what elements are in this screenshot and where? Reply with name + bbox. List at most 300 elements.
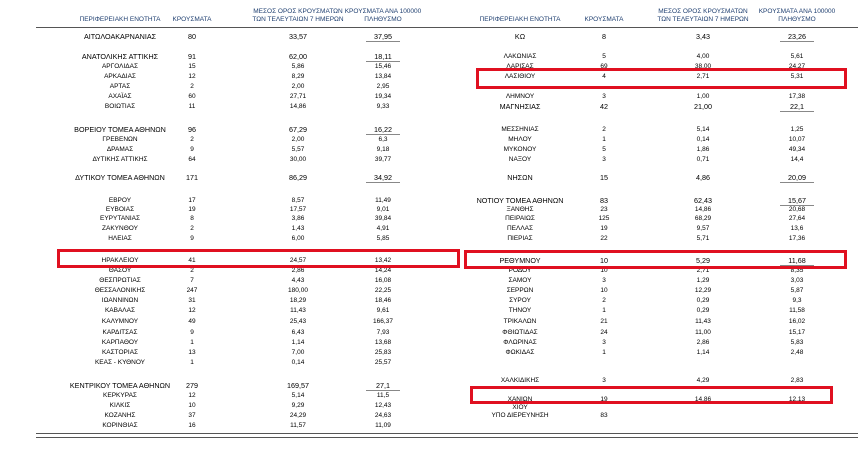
- cases-value: 13: [188, 349, 196, 356]
- highlight-box-chanion: [470, 386, 833, 404]
- region-name: ΚΕΑΣ - ΚΥΘΝΟΥ: [94, 359, 146, 366]
- rate-value: 11,09: [375, 422, 391, 429]
- left-header-region: ΠΕΡΙΦΕΡΕΙΑΚΗ ΕΝΟΤΗΤΑ: [79, 16, 161, 23]
- region-name: ΜΥΚΟΝΟΥ: [503, 146, 537, 153]
- table-row: [0, 286, 860, 295]
- rate-value: 14,24: [374, 267, 392, 274]
- rate-underline: [366, 182, 400, 183]
- region-name: ΝΟΤΙΟΥ ΤΟΜΕΑ ΑΘΗΝΩΝ: [476, 196, 564, 205]
- region-name: ΗΡΑΚΛΕΙΟΥ: [101, 257, 139, 264]
- avg-value: 1,86: [696, 146, 710, 153]
- left-header-avg-line2: ΤΩΝ ΤΕΛΕΥΤΑΙΩΝ 7 ΗΜΕΡΩΝ: [252, 16, 344, 23]
- avg-value: 38,00: [694, 63, 712, 70]
- rate-value: 16,02: [788, 318, 806, 325]
- region-name: ΚΩ: [514, 32, 526, 41]
- avg-value: 17,57: [289, 206, 307, 213]
- region-name: ΤΗΝΟΥ: [508, 307, 532, 314]
- avg-value: 0,29: [696, 307, 710, 314]
- cases-value: 171: [186, 173, 198, 182]
- region-name: ΚΑΒΑΛΑΣ: [104, 307, 136, 314]
- region-name: ΦΘΙΩΤΙΔΑΣ: [502, 329, 538, 336]
- cases-value: 41: [188, 257, 196, 264]
- avg-value: 24,57: [289, 257, 307, 264]
- avg-value: 2,71: [696, 73, 710, 80]
- avg-value: 0,71: [696, 156, 710, 163]
- cases-value: 83: [600, 196, 608, 205]
- avg-value: 5,57: [291, 146, 305, 153]
- cases-value: 9: [190, 235, 194, 242]
- region-name: ΘΕΣΣΑΛΟΝΙΚΗΣ: [94, 287, 146, 294]
- cases-value: 2: [190, 267, 194, 274]
- avg-value: 18,29: [289, 297, 307, 304]
- avg-value: 24,29: [289, 412, 307, 419]
- avg-value: 1,14: [696, 349, 710, 356]
- table-row: [0, 125, 860, 134]
- cases-value: 8: [602, 32, 606, 41]
- rate-value: 10,07: [788, 136, 806, 143]
- rate-underline: [780, 41, 814, 42]
- cases-value: 60: [188, 93, 196, 100]
- right-header-avg-line1: ΜΕΣΟΣ ΟΡΟΣ ΚΡΟΥΣΜΑΤΩΝ: [658, 8, 748, 15]
- highlight-box-lasithiou: [476, 68, 847, 89]
- highlight-box-irakleiou: [57, 249, 460, 268]
- region-name: ΖΑΚΥΝΘΟΥ: [102, 225, 138, 232]
- avg-value: 11,57: [290, 422, 306, 429]
- region-name: ΝΗΣΩΝ: [507, 173, 533, 182]
- rate-value: 19,34: [374, 93, 392, 100]
- cases-value: 10: [600, 256, 608, 265]
- cases-value: 1: [190, 359, 194, 366]
- region-name: ΠΕΙΡΑΙΩΣ: [505, 215, 535, 222]
- rate-underline: [780, 111, 814, 112]
- table-row: [0, 145, 860, 154]
- region-name: ΗΛΕΙΑΣ: [108, 235, 132, 242]
- avg-value: 2,86: [696, 339, 710, 346]
- avg-value: 5,71: [696, 235, 710, 242]
- footer-rule-2: [36, 437, 858, 438]
- region-name: ΙΩΑΝΝΙΝΩΝ: [101, 297, 139, 304]
- avg-value: 33,57: [289, 32, 307, 41]
- rate-value: 13,42: [374, 257, 392, 264]
- left-header-avg-line1: ΜΕΣΟΣ ΟΡΟΣ ΚΡΟΥΣΜΑΤΩΝ: [253, 8, 343, 15]
- region-name: ΚΙΛΚΙΣ: [109, 402, 131, 409]
- avg-value: 62,43: [694, 196, 712, 205]
- avg-value: 5,29: [696, 256, 710, 265]
- cases-value: 279: [186, 381, 198, 390]
- region-name: ΛΗΜΝΟΥ: [505, 93, 535, 100]
- left-header-rate-line2: ΠΛΗΘΥΣΜΟ: [364, 16, 402, 23]
- rate-value: 11,68: [788, 256, 806, 265]
- avg-value: 2,00: [291, 136, 305, 143]
- rate-value: 27,1: [376, 381, 390, 390]
- region-name: ΦΛΩΡΙΝΑΣ: [503, 339, 537, 346]
- rate-value: 5,87: [790, 287, 804, 294]
- cases-value: 37: [188, 412, 196, 419]
- region-name: ΔΥΤΙΚΟΥ ΤΟΜΕΑ ΑΘΗΝΩΝ: [75, 173, 165, 182]
- rate-value: 39,77: [374, 156, 392, 163]
- avg-value: 0,29: [696, 297, 710, 304]
- cases-value: 64: [188, 156, 196, 163]
- right-header-avg-line2: ΤΩΝ ΤΕΛΕΥΤΑΙΩΝ 7 ΗΜΕΡΩΝ: [657, 16, 749, 23]
- region-name: ΜΕΣΣΗΝΙΑΣ: [501, 126, 539, 133]
- region-name: ΧΑΝΙΩΝ: [507, 396, 533, 403]
- cases-value: 31: [188, 297, 196, 304]
- table-row: [0, 102, 860, 111]
- region-name: ΑΝΑΤΟΛΙΚΗΣ ΑΤΤΙΚΗΣ: [81, 52, 159, 61]
- rate-value: 22,25: [374, 287, 392, 294]
- cases-value: 83: [600, 412, 608, 419]
- cases-value: 19: [600, 396, 608, 403]
- region-name: ΡΕΘΥΜΝΟΥ: [499, 256, 541, 265]
- region-name: ΠΕΛΛΑΣ: [506, 225, 534, 232]
- cases-value: 2: [190, 83, 194, 90]
- cases-value: 49: [188, 318, 196, 325]
- avg-value: 7,00: [291, 349, 305, 356]
- rate-value: 8,35: [790, 267, 804, 274]
- region-name: ΝΑΞΟΥ: [508, 156, 532, 163]
- table-row: [0, 173, 860, 182]
- cases-value: 19: [600, 225, 608, 232]
- avg-value: 86,29: [289, 173, 307, 182]
- rate-value: 3,03: [790, 277, 804, 284]
- cases-value: 2: [190, 225, 194, 232]
- region-name: ΣΕΡΡΩΝ: [506, 287, 534, 294]
- cases-value: 16: [188, 422, 196, 429]
- cases-value: 22: [600, 235, 608, 242]
- table-row: [0, 92, 860, 101]
- rate-value: 7,93: [376, 329, 390, 336]
- rate-value: 24,27: [788, 63, 806, 70]
- region-name: ΡΟΔΟΥ: [508, 267, 532, 274]
- avg-value: 180,00: [288, 287, 308, 294]
- region-name: ΜΑΓΝΗΣΙΑΣ: [499, 102, 541, 111]
- cases-value: 42: [600, 102, 608, 111]
- left-header-avg: [248, 8, 348, 24]
- rate-value: 18,46: [374, 297, 392, 304]
- cases-value: 2: [602, 126, 606, 133]
- table-row: [0, 234, 860, 243]
- table-row: [0, 306, 860, 315]
- avg-value: 4,86: [696, 173, 710, 182]
- rate-value: 13,84: [374, 73, 392, 80]
- avg-value: 4,29: [696, 377, 710, 384]
- table-row: [0, 317, 860, 326]
- rate-value: 16,08: [374, 277, 392, 284]
- right-header-rate-line2: ΠΛΗΘΥΣΜΟ: [778, 16, 816, 23]
- region-name: ΒΟΡΕΙΟΥ ΤΟΜΕΑ ΑΘΗΝΩΝ: [74, 125, 166, 134]
- region-name: ΛΑΚΩΝΙΑΣ: [503, 53, 537, 60]
- avg-value: 5,86: [291, 63, 305, 70]
- cases-value: 17: [188, 197, 196, 204]
- region-name: ΕΥΒΟΙΑΣ: [105, 206, 135, 213]
- cases-value: 19: [188, 206, 196, 213]
- region-name: ΔΡΑΜΑΣ: [106, 146, 134, 153]
- rate-value: 5,83: [790, 339, 804, 346]
- right-header-rate: [752, 8, 842, 24]
- avg-value: 68,29: [694, 215, 712, 222]
- region-name: ΘΑΣΟΥ: [108, 267, 132, 274]
- rate-value: 166,37: [373, 318, 393, 325]
- region-name: ΚΕΝΤΡΙΚΟΥ ΤΟΜΕΑ ΑΘΗΝΩΝ: [69, 381, 171, 390]
- cases-value: 5: [602, 53, 606, 60]
- avg-value: 9,57: [696, 225, 710, 232]
- rate-value: 27,64: [788, 215, 806, 222]
- avg-value: 4,43: [291, 277, 305, 284]
- rate-value: 9,61: [376, 307, 390, 314]
- avg-value: 3,86: [291, 215, 305, 222]
- avg-value: 2,71: [696, 267, 710, 274]
- table-row: [0, 348, 860, 357]
- left-header-cases: ΚΡΟΥΣΜΑΤΑ: [172, 16, 212, 23]
- cases-value: 2: [190, 136, 194, 143]
- cases-value: 3: [602, 339, 606, 346]
- table-row: [0, 52, 860, 61]
- region-name: ΧΙΟΥ: [512, 404, 528, 411]
- avg-value: 8,57: [291, 197, 305, 204]
- cases-value: 10: [600, 267, 608, 274]
- cases-value: 1: [602, 349, 606, 356]
- left-header-rate: [338, 8, 428, 24]
- rate-value: 49,34: [788, 146, 806, 153]
- cases-value: 247: [186, 287, 198, 294]
- rate-value: 17,36: [788, 235, 806, 242]
- rate-value: 25,57: [374, 359, 392, 366]
- avg-value: 62,00: [289, 52, 307, 61]
- region-name: ΑΡΚΑΔΙΑΣ: [104, 73, 136, 80]
- avg-value: 14,86: [694, 396, 712, 403]
- avg-value: 14,86: [694, 206, 712, 213]
- region-name: ΧΑΛΚΙΔΙΚΗΣ: [500, 377, 540, 384]
- rate-value: 16,22: [374, 125, 392, 134]
- cases-value: 9: [190, 146, 194, 153]
- cases-value: 9: [190, 329, 194, 336]
- rate-value: 5,61: [790, 53, 804, 60]
- avg-value: 27,71: [289, 93, 307, 100]
- rate-value: 37,95: [374, 32, 392, 41]
- cases-value: 1: [190, 339, 194, 346]
- highlight-box-rethymnou: [464, 250, 847, 269]
- avg-value: 169,57: [287, 381, 309, 390]
- region-name: ΑΙΤΩΛΟΑΚΑΡΝΑΝΙΑΣ: [83, 32, 157, 41]
- table-row: [0, 276, 860, 285]
- rate-value: 15,17: [788, 329, 806, 336]
- cases-value: 12: [188, 392, 196, 399]
- cases-value: 23: [600, 206, 608, 213]
- region-name: ΥΠΟ ΔΙΕΡΕΥΝΗΣΗ: [491, 412, 549, 419]
- avg-value: 4,00: [696, 53, 710, 60]
- cases-value: 96: [188, 125, 196, 134]
- rate-value: 12,43: [374, 402, 392, 409]
- region-name: ΓΡΕΒΕΝΩΝ: [102, 136, 138, 143]
- cases-value: 8: [190, 215, 194, 222]
- cases-value: 3: [602, 156, 606, 163]
- region-name: ΔΥΤΙΚΗΣ ΑΤΤΙΚΗΣ: [92, 156, 148, 163]
- cases-value: 2: [602, 297, 606, 304]
- rate-value: 2,83: [790, 377, 804, 384]
- avg-value: 1,43: [291, 225, 305, 232]
- table-row: [0, 155, 860, 164]
- rate-value: 24,63: [374, 412, 392, 419]
- region-name: ΚΟΖΑΝΗΣ: [104, 412, 136, 419]
- avg-value: 8,29: [291, 73, 305, 80]
- region-name: ΚΑΛΥΜΝΟΥ: [101, 318, 139, 325]
- right-header-region: ΠΕΡΙΦΕΡΕΙΑΚΗ ΕΝΟΤΗΤΑ: [479, 16, 561, 23]
- rate-value: 25,83: [374, 349, 392, 356]
- region-name: ΦΩΚΙΔΑΣ: [505, 349, 535, 356]
- avg-value: 3,43: [696, 32, 710, 41]
- cases-value: 4: [602, 73, 606, 80]
- cases-value: 11: [188, 103, 196, 110]
- rate-value: 5,85: [376, 235, 390, 242]
- region-name: ΣΑΜΟΥ: [508, 277, 532, 284]
- table-row: [0, 196, 860, 205]
- table-row: [0, 338, 860, 347]
- rate-value: 22,1: [790, 102, 804, 111]
- avg-value: 12,29: [694, 287, 712, 294]
- table-row: [0, 224, 860, 233]
- table-row: [0, 411, 860, 420]
- avg-value: 6,43: [291, 329, 305, 336]
- right-header-rate-line1: ΚΡΟΥΣΜΑΤΑ ΑΝΑ 100000: [758, 8, 836, 15]
- rate-underline: [780, 182, 814, 183]
- avg-value: 67,29: [289, 125, 307, 134]
- right-header-cases: ΚΡΟΥΣΜΑΤΑ: [584, 16, 624, 23]
- region-name: ΚΟΡΙΝΘΙΑΣ: [102, 422, 138, 429]
- rate-value: 39,84: [374, 215, 392, 222]
- rate-value: 15,46: [374, 63, 392, 70]
- avg-value: 30,00: [289, 156, 307, 163]
- avg-value: 21,00: [694, 102, 712, 111]
- cases-value: 12: [188, 73, 196, 80]
- region-name: ΚΑΡΠΑΘΟΥ: [101, 339, 139, 346]
- cases-value: 3: [602, 93, 606, 100]
- rate-value: 6,3: [378, 136, 388, 143]
- table-row: [0, 205, 860, 214]
- rate-value: 13,68: [374, 339, 392, 346]
- cases-value: 3: [602, 277, 606, 284]
- rate-value: 17,38: [788, 93, 806, 100]
- region-name: ΑΧΑΪΑΣ: [108, 93, 132, 100]
- avg-value: 1,29: [696, 277, 710, 284]
- rate-value: 2,95: [376, 83, 390, 90]
- region-name: ΞΑΝΘΗΣ: [506, 206, 534, 213]
- rate-underline: [366, 41, 400, 42]
- avg-value: 1,14: [291, 339, 305, 346]
- table-row: [0, 214, 860, 223]
- cases-value: 24: [600, 329, 608, 336]
- avg-value: 0,14: [696, 136, 710, 143]
- rate-value: 34,92: [374, 173, 392, 182]
- avg-value: 11,00: [695, 329, 711, 336]
- region-name: ΚΑΣΤΟΡΙΑΣ: [101, 349, 139, 356]
- rate-value: 11,5: [376, 392, 390, 399]
- region-name: ΣΥΡΟΥ: [509, 297, 531, 304]
- region-name: ΑΡΤΑΣ: [109, 83, 131, 90]
- region-name: ΘΕΣΠΡΩΤΙΑΣ: [99, 277, 141, 284]
- region-name: ΑΡΓΟΛΙΔΑΣ: [101, 63, 139, 70]
- avg-value: 2,86: [291, 267, 305, 274]
- rate-value: 13,6: [790, 225, 804, 232]
- region-name: ΤΡΙΚΑΛΩΝ: [503, 318, 537, 325]
- rate-value: 9,18: [376, 146, 390, 153]
- cases-value: 15: [600, 173, 608, 182]
- cases-value: 15: [188, 63, 196, 70]
- rate-value: 5,31: [790, 73, 804, 80]
- avg-value: 5,14: [291, 392, 305, 399]
- table-row: [0, 421, 860, 430]
- rate-value: 11,58: [789, 307, 805, 314]
- cases-value: 10: [600, 287, 608, 294]
- region-name: ΚΕΡΚΥΡΑΣ: [103, 392, 137, 399]
- avg-value: 11,43: [695, 318, 711, 325]
- avg-value: 1,00: [696, 93, 710, 100]
- avg-value: 9,29: [291, 402, 305, 409]
- region-name: ΕΒΡΟΥ: [108, 197, 132, 204]
- rate-value: 2,48: [790, 349, 804, 356]
- avg-value: 6,00: [291, 235, 305, 242]
- avg-value: 2,00: [291, 83, 305, 90]
- cases-value: 7: [190, 277, 194, 284]
- cases-value: 80: [188, 32, 196, 41]
- cases-value: 10: [188, 402, 196, 409]
- avg-value: 11,43: [290, 307, 306, 314]
- region-name: ΜΗΛΟΥ: [508, 136, 532, 143]
- region-name: ΒΟΙΩΤΙΑΣ: [104, 103, 136, 110]
- rate-value: 23,26: [788, 32, 806, 41]
- cases-value: 21: [600, 318, 608, 325]
- rate-value: 1,25: [790, 126, 804, 133]
- rate-value: 9,01: [376, 206, 390, 213]
- rate-value: 20,09: [788, 173, 806, 182]
- table-row: [0, 358, 860, 367]
- cases-value: 5: [602, 146, 606, 153]
- avg-value: 14,86: [289, 103, 307, 110]
- region-name: ΠΙΕΡΙΑΣ: [507, 235, 533, 242]
- region-name: ΛΑΡΙΣΑΣ: [506, 63, 534, 70]
- cases-value: 3: [602, 377, 606, 384]
- rate-value: 4,91: [376, 225, 390, 232]
- region-name: ΛΑΣΙΘΙΟΥ: [504, 73, 536, 80]
- region-name: ΕΥΡΥΤΑΝΙΑΣ: [99, 215, 141, 222]
- table-row: [0, 296, 860, 305]
- table-row: [0, 328, 860, 337]
- cases-value: 69: [600, 63, 608, 70]
- cases-value: 91: [188, 52, 196, 61]
- left-header-rate-line1: ΚΡΟΥΣΜΑΤΑ ΑΝΑ 100000: [344, 8, 422, 15]
- cases-value: 12: [188, 307, 196, 314]
- avg-value: 25,43: [289, 318, 307, 325]
- rate-value: 15,67: [788, 196, 806, 205]
- table-row: [0, 376, 860, 385]
- table-row: [0, 32, 860, 41]
- right-header-avg: [653, 8, 753, 24]
- avg-value: 0,14: [291, 359, 305, 366]
- region-name: ΚΑΡΔΙΤΣΑΣ: [102, 329, 138, 336]
- avg-value: 5,14: [696, 126, 710, 133]
- cases-value: 1: [602, 307, 606, 314]
- footer-rule-1: [36, 433, 858, 434]
- rate-value: 20,68: [788, 206, 806, 213]
- rate-value: 18,11: [374, 52, 392, 61]
- header-rule: [36, 27, 858, 28]
- cases-value: 1: [602, 136, 606, 143]
- rate-value: 9,33: [376, 103, 390, 110]
- table-row: [0, 135, 860, 144]
- rate-value: 11,49: [375, 197, 391, 204]
- cases-value: 125: [598, 215, 610, 222]
- rate-value: 14,4: [790, 156, 804, 163]
- rate-value: 9,3: [792, 297, 802, 304]
